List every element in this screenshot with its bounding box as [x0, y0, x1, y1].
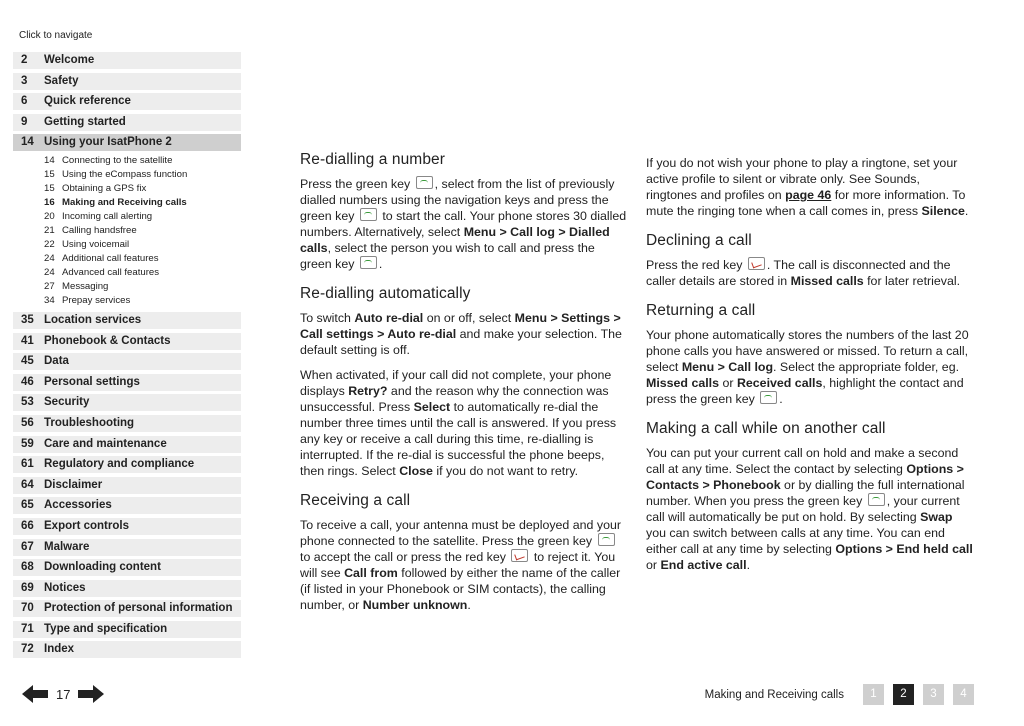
toc-label: Notices — [44, 581, 86, 594]
toc-item-using-your-isatphone[interactable] — [13, 134, 241, 151]
toc-num: 22 — [44, 238, 55, 250]
toc-label: Additional call features — [62, 252, 159, 264]
text: followed by either the name of the caller (if listed in your Phonebook or SIM contacts), the calling number, or — [300, 566, 621, 612]
toc-num: 45 — [21, 355, 34, 368]
toc-item-malware[interactable] — [13, 539, 241, 556]
toc-item-personal-settings[interactable] — [13, 374, 241, 391]
table-of-contents — [13, 52, 241, 662]
toc-num: 34 — [44, 294, 55, 306]
toc-num: 24 — [44, 252, 55, 264]
green-call-key-icon — [760, 391, 777, 404]
toc-label: Protection of personal information — [44, 602, 233, 615]
heading-declining-call: Declining a call — [646, 232, 752, 249]
green-call-key-icon — [360, 208, 377, 221]
toc-label: Data — [44, 355, 69, 368]
toc-item-troubleshooting[interactable] — [13, 415, 241, 432]
toc-subsection-list — [13, 154, 241, 308]
text: and the reason why the connection was unsuccessful. Press — [300, 384, 609, 414]
text: or — [722, 376, 734, 390]
text: for more information. To mute the ringing tone when a call comes in, press — [646, 188, 966, 218]
paragraph — [300, 310, 628, 358]
toc-item-accessories[interactable] — [13, 497, 241, 514]
section-page-tab-2[interactable]: 2 — [893, 684, 914, 705]
toc-label: Personal settings — [44, 375, 140, 388]
paragraph — [300, 176, 628, 272]
toc-num: 15 — [44, 182, 55, 194]
toc-num: 46 — [21, 375, 34, 388]
text: . — [467, 598, 471, 612]
heading-receiving-call: Receiving a call — [300, 492, 411, 509]
toc-num: 21 — [44, 224, 55, 236]
text: To switch — [300, 311, 351, 325]
section-ringtone-note — [646, 155, 974, 219]
heading-redialling-auto: Re-dialling automatically — [300, 285, 471, 302]
content-column-right — [646, 155, 974, 587]
page-46-link[interactable]: page 46 — [785, 188, 832, 202]
text: to reject it. You will see — [300, 550, 616, 580]
toc-num: 16 — [44, 196, 55, 208]
toc-label: Prepay services — [62, 294, 131, 306]
text: . — [964, 204, 969, 218]
toc-num: 53 — [21, 396, 34, 409]
paragraph — [300, 517, 628, 613]
softkey-name: Silence — [921, 204, 965, 218]
toc-item-disclaimer[interactable] — [13, 477, 241, 494]
menu-path: Options > End held call — [835, 542, 973, 556]
toc-label: Making and Receiving calls — [62, 196, 187, 208]
display-text: Number unknown — [362, 598, 468, 612]
red-end-key-icon — [511, 549, 528, 562]
toc-num: 35 — [21, 313, 34, 326]
toc-label: Troubleshooting — [44, 416, 135, 429]
toc-label: Security — [44, 396, 90, 409]
text: You can put your current call on hold and make a second call at any time. Select the contact by selecting — [646, 446, 959, 476]
section-page-tab-3[interactable]: 3 — [923, 684, 944, 705]
toc-label: Using voicemail — [62, 238, 130, 250]
green-call-key-icon — [360, 256, 377, 269]
paragraph — [646, 155, 974, 219]
toc-sub-prepay-services[interactable] — [13, 294, 241, 308]
toc-item-protection-personal-info[interactable] — [13, 600, 241, 617]
page-navigation — [20, 683, 106, 705]
section-title: Making and Receiving calls — [704, 688, 844, 701]
text: Your phone automatically stores the numbers of the last 20 phone calls you have answered or missed. To return a call, select — [646, 328, 969, 374]
toc-num: 14 — [21, 136, 34, 149]
toc-num: 56 — [21, 416, 34, 429]
toc-num: 64 — [21, 478, 34, 491]
toc-num: 15 — [44, 168, 55, 180]
toc-num: 24 — [44, 266, 55, 278]
toc-label: Obtaining a GPS fix — [62, 182, 147, 194]
toc-item-location-services[interactable] — [13, 312, 241, 329]
toc-item-notices[interactable] — [13, 580, 241, 597]
toc-label: Quick reference — [44, 95, 131, 108]
toc-num: 9 — [21, 115, 28, 128]
toc-num: 72 — [21, 643, 34, 656]
menu-path: Menu > Call log > Dialled calls — [300, 225, 610, 255]
menu-path: Options > Contacts > Phonebook — [646, 462, 964, 492]
text: . — [779, 392, 783, 406]
toc-sub-calling-handsfree[interactable] — [13, 224, 241, 238]
paragraph — [646, 327, 974, 407]
text: for later retrieval. — [867, 274, 961, 288]
toc-sub-gps-fix[interactable] — [13, 182, 241, 196]
text: Press the green key — [300, 177, 411, 191]
display-text: Call from — [344, 566, 398, 580]
toc-label: Connecting to the satellite — [62, 154, 173, 166]
toc-num: 14 — [44, 154, 55, 166]
text: Press the red key — [646, 258, 743, 272]
toc-label: Using the eCompass function — [62, 168, 188, 180]
text: to accept the call or press the red key — [300, 550, 506, 564]
toc-item-quick-reference[interactable] — [13, 93, 241, 110]
green-call-key-icon — [598, 533, 615, 546]
toc-item-data[interactable] — [13, 353, 241, 370]
toc-label: Getting started — [44, 115, 126, 128]
toc-sub-messaging[interactable] — [13, 280, 241, 294]
display-text: Retry? — [348, 384, 388, 398]
text: to automatically re-dial the number three times until the call is answered. If you press any key or receive a call during this time, re-dialling is interrupted. If the re-dial is successful the phone beeps, then rings. Select — [300, 400, 617, 478]
paragraph — [646, 445, 974, 573]
red-end-key-icon — [748, 257, 765, 270]
toc-num: 61 — [21, 458, 34, 471]
softkey-name: Swap — [920, 510, 953, 524]
heading-redialling-number: Re-dialling a number — [300, 151, 446, 168]
text: , select from the list of previously dialled numbers using the navigation keys and press the green key — [300, 177, 615, 223]
text: . The call is disconnected and the caller details are stored in — [646, 258, 951, 288]
section-redialling-auto — [300, 286, 628, 479]
toc-label: Accessories — [44, 499, 112, 512]
arrow-right-icon[interactable] — [76, 683, 106, 705]
toc-num: 65 — [21, 499, 34, 512]
heading-returning-call: Returning a call — [646, 302, 756, 319]
toc-num: 69 — [21, 581, 34, 594]
toc-label: Incoming call alerting — [62, 210, 153, 222]
text: to start the call. Your phone stores 30 dialled numbers. Alternatively, select — [300, 209, 627, 239]
toc-label: Disclaimer — [44, 478, 103, 491]
toc-num: 68 — [21, 561, 34, 574]
toc-label: Messaging — [62, 280, 109, 292]
toc-label: Downloading content — [44, 561, 161, 574]
content-column-left — [300, 152, 628, 627]
navigation-hint: Click to navigate — [19, 30, 93, 41]
toc-label: Calling handsfree — [62, 224, 137, 236]
toc-item-safety[interactable] — [13, 73, 241, 90]
section-call-while-on-call — [646, 421, 974, 573]
section-footer — [705, 684, 974, 705]
toc-label: Export controls — [44, 519, 129, 532]
text: . Select the appropriate folder, eg. — [773, 360, 960, 374]
toc-label: Welcome — [44, 54, 95, 66]
text: To receive a call, your antenna must be deployed and your phone connected to the satellite. Press the green key — [300, 518, 621, 548]
text: . — [746, 558, 751, 572]
folder-name: Missed calls — [646, 376, 720, 390]
folder-name: Missed calls — [790, 274, 864, 288]
arrow-left-icon[interactable] — [20, 683, 50, 705]
toc-num: 70 — [21, 602, 34, 615]
paragraph — [646, 257, 974, 289]
text: When activated, if your call did not complete, your phone displays — [300, 368, 612, 398]
toc-label: Index — [44, 643, 75, 656]
toc-label: Care and maintenance — [44, 437, 167, 450]
toc-item-phonebook-contacts[interactable] — [13, 333, 241, 350]
toc-item-index[interactable] — [13, 641, 241, 658]
text: or — [646, 558, 658, 572]
section-receiving-call — [300, 493, 628, 613]
paragraph — [300, 367, 628, 479]
toc-num: 6 — [21, 95, 28, 108]
menu-path: Menu > Settings > Call settings > Auto re-dial — [300, 311, 621, 341]
text: If you do not wish your phone to play a ringtone, set your active profile to silent or vibrate only. See Sounds, ringtones and profiles on — [646, 156, 958, 202]
toc-item-export-controls[interactable] — [13, 518, 241, 535]
toc-num: 67 — [21, 540, 34, 553]
toc-label: Advanced call features — [62, 266, 160, 278]
text: you can switch between calls at any time. You can end either call at any time by selecting — [646, 526, 945, 556]
text: and make your selection. The default setting is off. — [300, 327, 622, 357]
toc-label: Phonebook & Contacts — [44, 334, 171, 347]
toc-label: Using your IsatPhone 2 — [44, 136, 172, 149]
toc-sub-advanced-call-features[interactable] — [13, 266, 241, 280]
toc-item-care-maintenance[interactable] — [13, 436, 241, 453]
toc-label: Type and specification — [44, 622, 168, 635]
green-call-key-icon — [416, 176, 433, 189]
text: if you do not want to retry. — [436, 464, 579, 478]
menu-path: End active call — [660, 558, 747, 572]
heading-call-while-on-call: Making a call while on another call — [646, 420, 886, 437]
green-call-key-icon — [868, 493, 885, 506]
toc-label: Safety — [44, 74, 79, 87]
toc-sub-making-receiving-calls[interactable] — [13, 196, 241, 210]
toc-item-getting-started[interactable] — [13, 114, 241, 131]
section-declining-call — [646, 233, 974, 289]
toc-item-regulatory-compliance[interactable] — [13, 456, 241, 473]
toc-sub-incoming-call-alerting[interactable] — [13, 210, 241, 224]
toc-num: 2 — [21, 54, 28, 66]
toc-label: Location services — [44, 313, 142, 326]
toc-sub-ecompass[interactable] — [13, 168, 241, 182]
text: , select the person you wish to call and press the green key — [300, 241, 595, 271]
section-redialling-number — [300, 152, 628, 272]
toc-sub-connecting-satellite[interactable] — [13, 154, 241, 168]
toc-item-welcome[interactable] — [13, 52, 241, 69]
softkey-name: Close — [399, 464, 433, 478]
menu-path: Menu > Call log — [681, 360, 774, 374]
toc-num: 59 — [21, 437, 34, 450]
text: , your current call will automatically be put on hold. By selecting — [646, 494, 960, 524]
toc-num: 66 — [21, 519, 34, 532]
text: on or off, select — [426, 311, 512, 325]
toc-item-downloading-content[interactable] — [13, 559, 241, 576]
toc-num: 41 — [21, 334, 34, 347]
toc-num: 71 — [21, 622, 34, 635]
page-number: 17 — [56, 686, 71, 702]
folder-name: Received calls — [736, 376, 823, 390]
text: , highlight the contact and press the green key — [646, 376, 964, 406]
toc-item-type-specification[interactable] — [13, 621, 241, 638]
toc-label: Regulatory and compliance — [44, 458, 195, 471]
softkey-name: Select — [413, 400, 451, 414]
toc-num: 3 — [21, 74, 28, 87]
toc-item-security[interactable] — [13, 394, 241, 411]
setting-name: Auto re-dial — [354, 311, 424, 325]
toc-sub-voicemail[interactable] — [13, 238, 241, 252]
text: . — [378, 257, 383, 271]
section-page-tab-4[interactable]: 4 — [953, 684, 974, 705]
toc-label: Malware — [44, 540, 90, 553]
section-page-tab-1[interactable]: 1 — [863, 684, 884, 705]
toc-num: 27 — [44, 280, 55, 292]
toc-num: 20 — [44, 210, 55, 222]
toc-sub-additional-call-features[interactable] — [13, 252, 241, 266]
section-returning-call — [646, 303, 974, 407]
text: or by dialling the full international number. When you press the green key — [646, 478, 965, 508]
